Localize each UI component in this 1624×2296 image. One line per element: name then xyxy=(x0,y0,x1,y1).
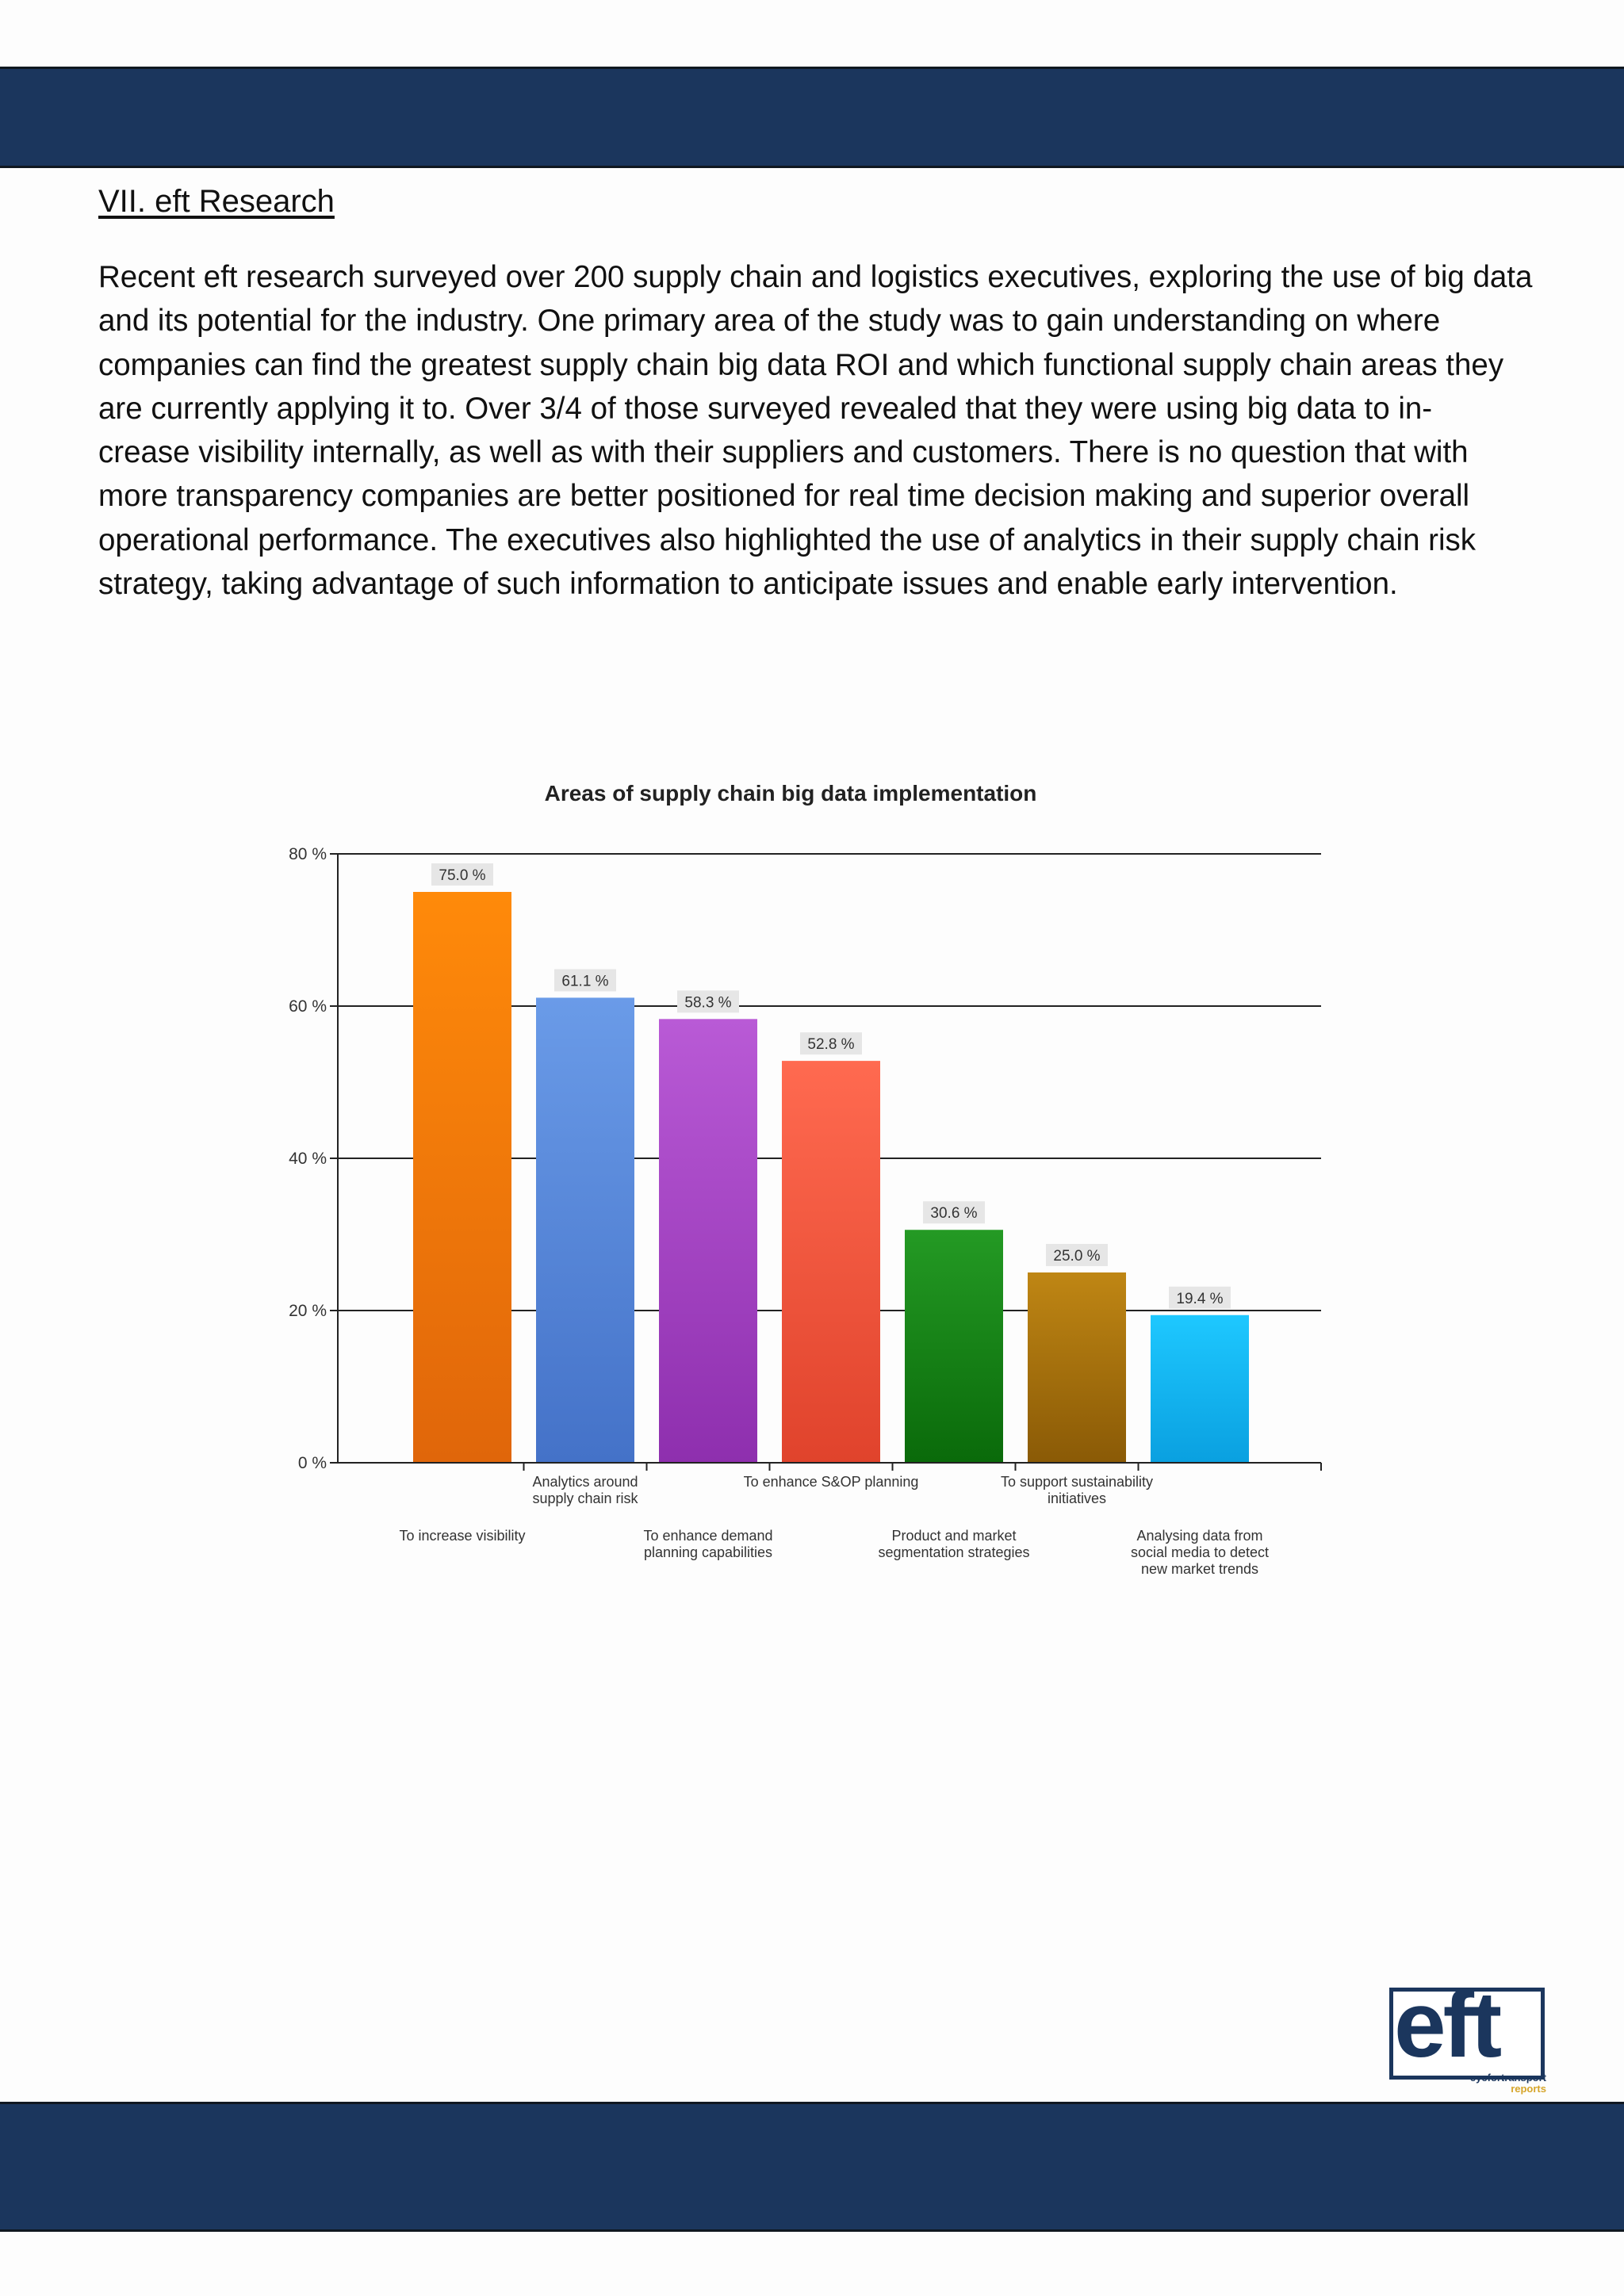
bar xyxy=(413,892,511,1463)
logo-subtitle-reports: reports xyxy=(1511,2083,1546,2095)
body-line: crease visibility internally, as well as with their suppliers and customers. There is no question that with xyxy=(98,435,1469,470)
eft-logo xyxy=(1386,1973,1553,2095)
category-label: segmentation strategies xyxy=(878,1544,1030,1560)
logo-letters: eft xyxy=(1394,1973,1500,2077)
data-label: 30.6 % xyxy=(930,1205,978,1223)
body-line: operational performance. The executives also highlighted the use of analytics in their supply chain risk xyxy=(98,522,1477,557)
category-label: initiatives xyxy=(1047,1490,1107,1506)
category-label: new market trends xyxy=(1140,1561,1259,1577)
data-label: 19.4 % xyxy=(1176,1290,1224,1307)
bar xyxy=(1151,1315,1249,1463)
bar xyxy=(1028,1272,1126,1463)
bar xyxy=(905,1230,1003,1463)
category-label: social media to detect xyxy=(1130,1544,1270,1560)
logo-subtitle: eyefortransport xyxy=(1469,2072,1546,2084)
category-label: supply chain risk xyxy=(532,1490,638,1506)
body-line: strategy, taking advantage of such information to anticipate issues and enable early intervention. xyxy=(98,567,1398,602)
category-label: To increase visibility xyxy=(399,1528,526,1544)
y-tick-label: 60 % xyxy=(289,997,327,1016)
category-label: To support sustainability xyxy=(1000,1474,1154,1490)
bar-chart xyxy=(238,773,1348,1613)
data-label: 61.1 % xyxy=(561,973,609,990)
category-label: To enhance demand xyxy=(643,1528,773,1544)
chart-svg xyxy=(238,773,1348,1613)
header-band xyxy=(0,67,1624,168)
body-line: and its potential for the industry. One primary area of the study was to gain understanding on where xyxy=(98,304,1441,339)
bar xyxy=(659,1019,757,1463)
bar xyxy=(536,997,634,1463)
body-line: companies can find the greatest supply chain big data ROI and which functional supply chain areas they xyxy=(98,347,1504,382)
chart-title: Areas of supply chain big data implementation xyxy=(544,781,1037,806)
footer-band xyxy=(0,2102,1624,2232)
body-line: Recent eft research surveyed over 200 supply chain and logistics executives, exploring the use of big data xyxy=(98,260,1533,294)
y-tick-label: 40 % xyxy=(289,1150,327,1168)
data-label: 58.3 % xyxy=(684,994,732,1012)
data-label: 25.0 % xyxy=(1053,1248,1101,1265)
category-label: Analysing data from xyxy=(1136,1528,1263,1544)
category-label: Analytics around xyxy=(532,1474,638,1490)
section-heading: VII. eft Research xyxy=(98,184,335,219)
bar xyxy=(782,1061,880,1463)
y-tick-label: 20 % xyxy=(289,1302,327,1320)
category-label: Product and market xyxy=(891,1528,1017,1544)
y-tick-label: 0 % xyxy=(297,1454,327,1472)
body-paragraph xyxy=(98,255,1533,606)
data-label: 52.8 % xyxy=(807,1036,855,1054)
body-line: are currently applying it to. Over 3/4 of those surveyed revealed that they were using big data to in- xyxy=(98,391,1433,426)
data-label: 75.0 % xyxy=(439,867,486,884)
category-label: planning capabilities xyxy=(643,1544,773,1560)
y-tick-label: 80 % xyxy=(289,845,327,863)
category-label: To enhance S&OP planning xyxy=(743,1474,919,1490)
body-line: more transparency companies are better positioned for real time decision making and superior overall xyxy=(98,479,1470,514)
